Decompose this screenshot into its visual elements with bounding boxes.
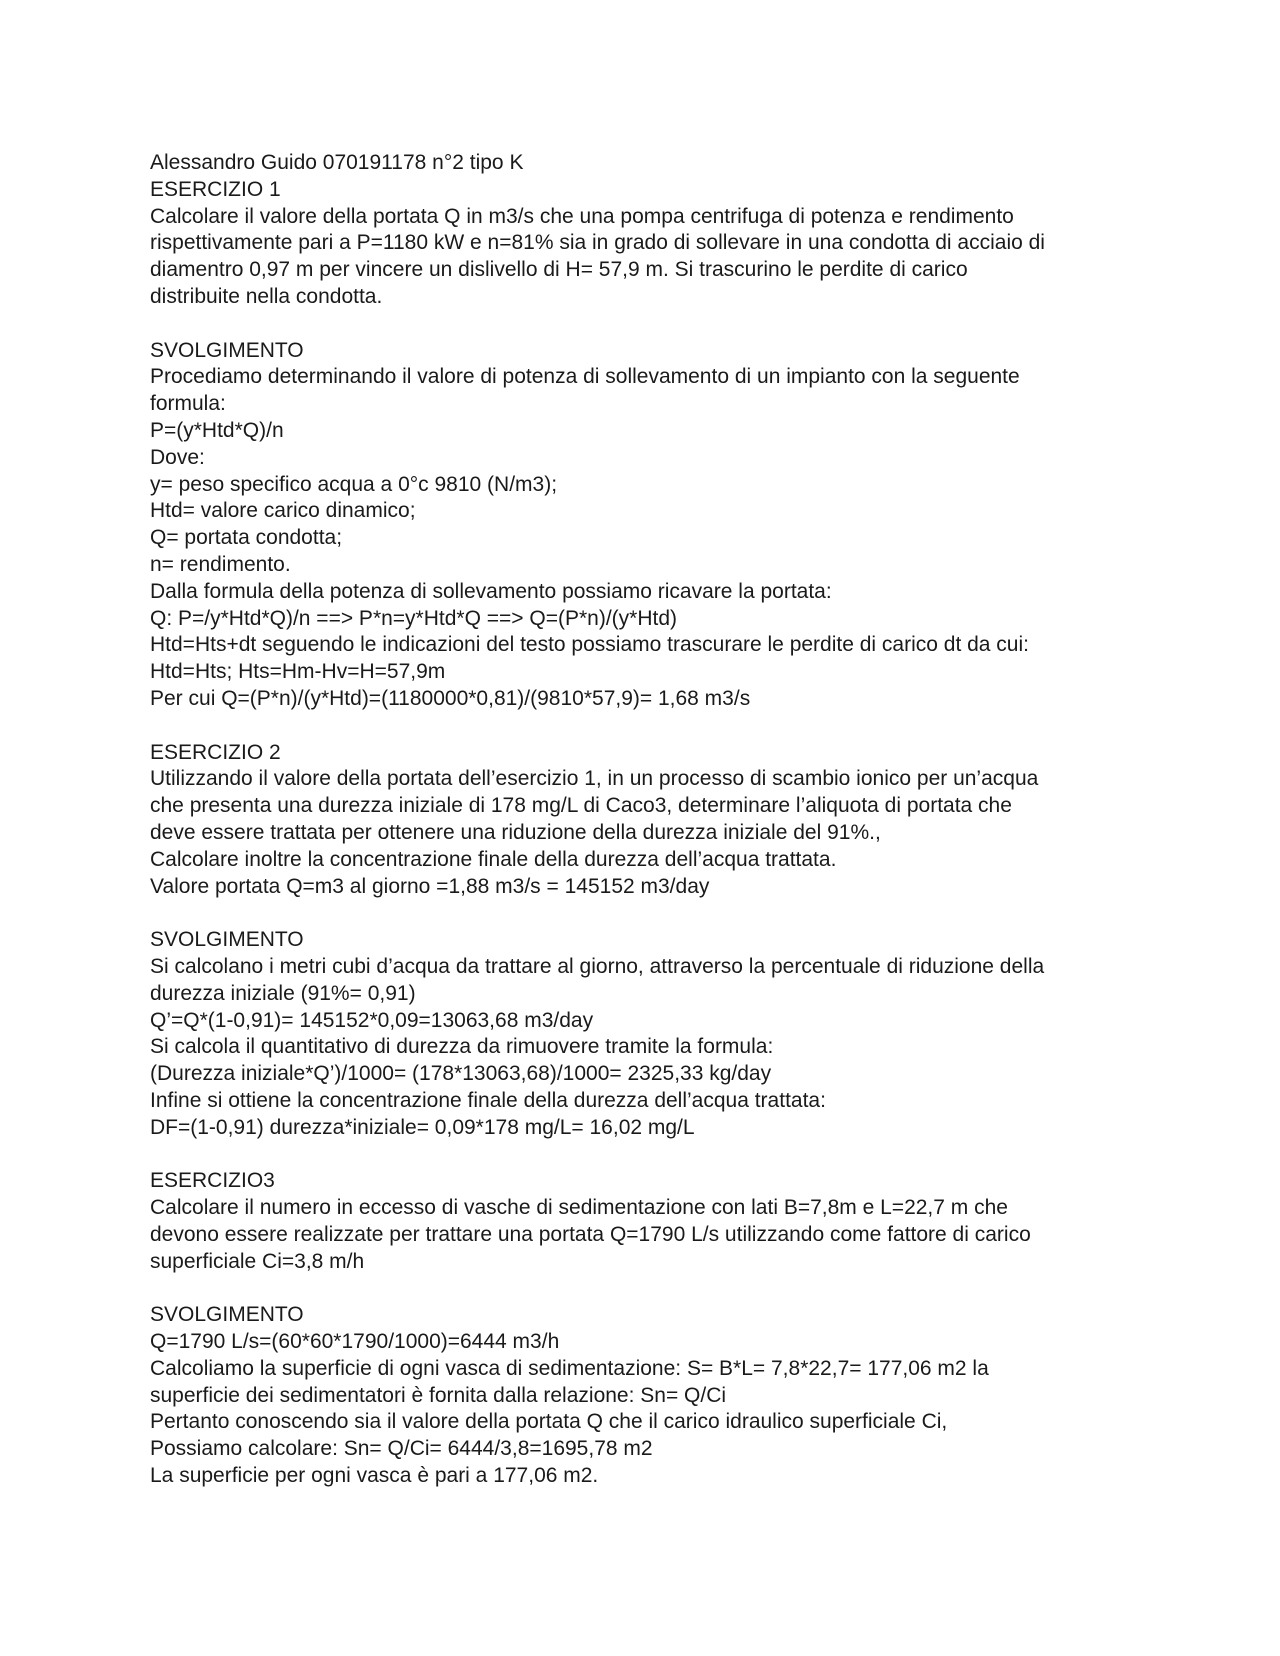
blank-line	[150, 1275, 1140, 1302]
text-line: (Durezza iniziale*Q’)/1000= (178*13063,68)/1000= 2325,33 kg/day	[150, 1062, 772, 1086]
text-line: superficie dei sedimentatori è fornita dalla relazione: Sn= Q/Ci	[150, 1383, 727, 1407]
text-line: Utilizzando il valore della portata dell’esercizio 1, in un processo di scambio ionico per un’acqua	[150, 767, 1039, 791]
text-line: Per cui Q=(P*n)/(y*Htd)=(1180000*0,81)/(9810*57,9)= 1,68 m3/s	[150, 686, 751, 710]
text-line: La superficie per ogni vasca è pari a 177,06 m2.	[150, 1464, 599, 1488]
text-line: formula:	[150, 392, 226, 416]
blank-line	[150, 311, 1140, 338]
text-line: Procediamo determinando il valore di potenza di sollevamento di un impianto con la seguente	[150, 365, 1020, 389]
text-line: superficiale Ci=3,8 m/h	[150, 1249, 365, 1273]
blank-line	[150, 713, 1140, 740]
text-line: Possiamo calcolare: Sn= Q/Ci= 6444/3,8=1695,78 m2	[150, 1437, 653, 1461]
text-line: SVOLGIMENTO	[150, 928, 304, 952]
text-line: devono essere realizzate per trattare una portata Q=1790 L/s utilizzando come fattore di carico	[150, 1222, 1031, 1246]
text-line: Dove:	[150, 445, 205, 469]
text-line: SVOLGIMENTO	[150, 1303, 304, 1327]
text-line: y= peso specifico acqua a 0°c 9810 (N/m3);	[150, 472, 558, 496]
text-line: Dalla formula della potenza di sollevamento possiamo ricavare la portata:	[150, 579, 832, 603]
text-line: Q’=Q*(1-0,91)= 145152*0,09=13063,68 m3/day	[150, 1008, 594, 1032]
text-line: distribuite nella condotta.	[150, 284, 383, 308]
blank-line	[150, 1141, 1140, 1168]
text-line: Q: P=/y*Htd*Q)/n ==> P*n=y*Htd*Q ==> Q=(P*n)/(y*Htd)	[150, 606, 677, 630]
text-line: che presenta una durezza iniziale di 178 mg/L di Caco3, determinare l’aliquota di portata che	[150, 794, 1012, 818]
text-line: n= rendimento.	[150, 552, 291, 576]
blank-line	[150, 900, 1140, 927]
text-line: Si calcola il quantitativo di durezza da rimuovere tramite la formula:	[150, 1035, 774, 1059]
text-line: Htd=Hts; Hts=Hm-Hv=H=57,9m	[150, 660, 446, 684]
text-line: P=(y*Htd*Q)/n	[150, 418, 284, 442]
text-line: Alessandro Guido 070191178 n°2 tipo K	[150, 151, 524, 174]
text-line: Htd= valore carico dinamico;	[150, 499, 416, 523]
text-line: ESERCIZIO 2	[150, 740, 281, 764]
text-line: ESERCIZIO3	[150, 1169, 275, 1193]
text-line: deve essere trattata per ottenere una riduzione della durezza iniziale del 91%.,	[150, 820, 881, 844]
text-line: SVOLGIMENTO	[150, 338, 304, 362]
text-line: Calcoliamo la superficie di ogni vasca di sedimentazione: S= B*L= 7,8*22,7= 177,06 m2 la	[150, 1356, 989, 1380]
text-line: diamentro 0,97 m per vincere un dislivello di H= 57,9 m. Si trascurino le perdite di carico	[150, 258, 968, 282]
text-line: Calcolare inoltre la concentrazione finale della durezza dell’acqua trattata.	[150, 847, 837, 871]
text-line: Q=1790 L/s=(60*60*1790/1000)=6444 m3/h	[150, 1330, 560, 1354]
text-line: durezza iniziale (91%= 0,91)	[150, 981, 416, 1005]
text-line: Pertanto conoscendo sia il valore della portata Q che il carico idraulico superficiale Ci,	[150, 1410, 948, 1434]
text-line: ESERCIZIO 1	[150, 177, 281, 201]
text-line: DF=(1-0,91) durezza*iniziale= 0,09*178 mg/L= 16,02 mg/L	[150, 1115, 695, 1139]
text-line: Q= portata condotta;	[150, 526, 343, 550]
text-line: Calcolare il valore della portata Q in m3/s che una pompa centrifuga di potenza e rendimento	[150, 204, 1014, 228]
text-line: Calcolare il numero in eccesso di vasche di sedimentazione con lati B=7,8m e L=22,7 m che	[150, 1196, 1008, 1220]
text-line: Si calcolano i metri cubi d’acqua da trattare al giorno, attraverso la percentuale di riduzione della	[150, 954, 1045, 978]
text-line: rispettivamente pari a P=1180 kW e n=81% sia in grado di sollevare in una condotta di acciaio di	[150, 231, 1045, 255]
text-line: Infine si ottiene la concentrazione finale della durezza dell’acqua trattata:	[150, 1088, 826, 1112]
document-page	[150, 150, 1140, 1490]
text-line: Htd=Hts+dt seguendo le indicazioni del testo possiamo trascurare le perdite di carico dt da cui:	[150, 633, 1029, 657]
text-line: Valore portata Q=m3 al giorno =1,88 m3/s = 145152 m3/day	[150, 874, 710, 898]
